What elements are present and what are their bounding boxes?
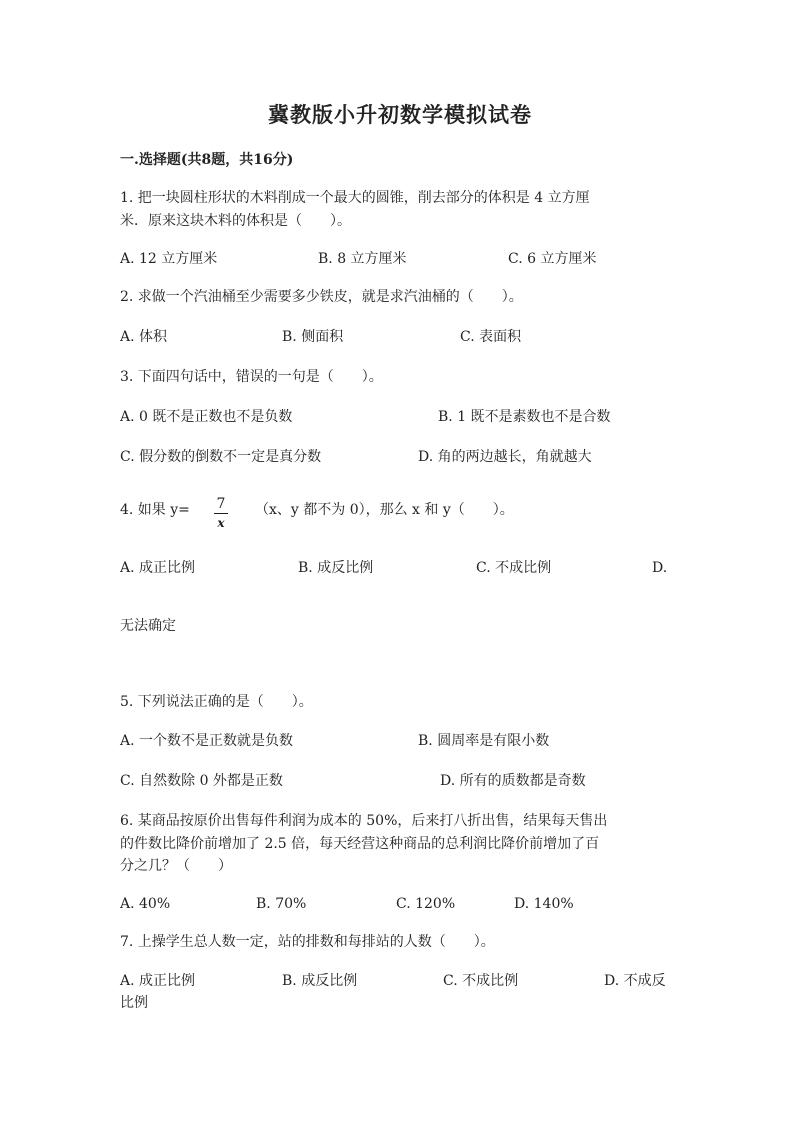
question-5-option-d[interactable]: D. 所有的质数都是奇数 xyxy=(440,773,586,789)
page-title: 冀教版小升初数学模拟试卷 xyxy=(268,102,532,127)
question-3-text: 3. 下面四句话中，错误的一句是（ ）。 xyxy=(120,369,383,385)
question-3-option-d[interactable]: D. 角的两边越长，角就越大 xyxy=(418,449,592,465)
question-5-option-a[interactable]: A. 一个数不是正数就是负数 xyxy=(120,733,294,749)
question-2-text: 2. 求做一个汽油桶至少需要多少铁皮，就是求汽油桶的（ ）。 xyxy=(120,289,523,305)
question-4-option-c[interactable]: C. 不成比例 xyxy=(476,560,552,576)
question-1-line-2: 米．原来这块木料的体积是（ ）。 xyxy=(120,213,351,229)
question-7-option-a[interactable]: A. 成正比例 xyxy=(120,973,196,989)
question-3-option-b[interactable]: B. 1 既不是素数也不是合数 xyxy=(438,409,611,425)
question-7-text: 7. 上操学生总人数一定，站的排数和每排站的人数（ ）。 xyxy=(120,934,495,950)
question-5-text: 5. 下列说法正确的是（ ）。 xyxy=(120,694,313,710)
question-4-option-a[interactable]: A. 成正比例 xyxy=(120,560,196,576)
question-6-option-a[interactable]: A. 40% xyxy=(120,896,171,912)
question-4-option-d-continued: 无法确定 xyxy=(120,618,176,634)
question-6-line-3: 分之几？（ ） xyxy=(120,858,232,874)
question-5-option-b[interactable]: B. 圆周率是有限小数 xyxy=(418,733,550,749)
question-7-option-d-continued: 比例 xyxy=(120,995,148,1011)
question-2-option-a[interactable]: A. 体积 xyxy=(120,329,168,345)
fraction-numerator: 7 xyxy=(216,496,226,512)
question-1-option-a[interactable]: A. 12 立方厘米 xyxy=(120,251,218,267)
question-1-option-c[interactable]: C. 6 立方厘米 xyxy=(508,251,597,267)
fraction-bar xyxy=(214,513,228,514)
question-7-option-d[interactable]: D. 不成反 xyxy=(604,973,666,989)
question-6-option-b[interactable]: B. 70% xyxy=(256,896,307,912)
question-5-option-c[interactable]: C. 自然数除 0 外都是正数 xyxy=(120,773,283,789)
question-2-option-b[interactable]: B. 侧面积 xyxy=(282,329,344,345)
question-7-option-b[interactable]: B. 成反比例 xyxy=(282,973,358,989)
question-1-option-b[interactable]: B. 8 立方厘米 xyxy=(318,251,407,267)
question-4-option-b[interactable]: B. 成反比例 xyxy=(298,560,374,576)
question-2-option-c[interactable]: C. 表面积 xyxy=(460,329,522,345)
question-1-line-1: 1. 把一块圆柱形状的木料削成一个最大的圆锥，削去部分的体积是 4 立方厘 xyxy=(120,190,590,206)
question-4-suffix: （x、y 都不为 0），那么 x 和 y（ ）。 xyxy=(255,502,514,518)
question-6-option-d[interactable]: D. 140% xyxy=(514,896,574,912)
question-3-option-c[interactable]: C. 假分数的倒数不一定是真分数 xyxy=(120,449,322,465)
section-heading: 一.选择题(共8题，共16分) xyxy=(120,152,294,168)
question-6-option-c[interactable]: C. 120% xyxy=(396,896,456,912)
question-6-line-1: 6. 某商品按原价出售每件利润为成本的 50%，后来打八折出售，结果每天售出 xyxy=(120,813,608,829)
question-7-option-c[interactable]: C. 不成比例 xyxy=(443,973,519,989)
question-6-line-2: 的件数比降价前增加了 2.5 倍，每天经营这种商品的总利润比降价前增加了百 xyxy=(120,836,600,852)
fraction-7-over-x xyxy=(214,496,228,530)
fraction-denominator: x xyxy=(217,516,225,530)
question-4-prefix: 4. 如果 y= xyxy=(120,502,190,518)
question-3-option-a[interactable]: A. 0 既不是正数也不是负数 xyxy=(120,409,293,425)
question-4-option-d[interactable]: D. xyxy=(652,560,668,576)
